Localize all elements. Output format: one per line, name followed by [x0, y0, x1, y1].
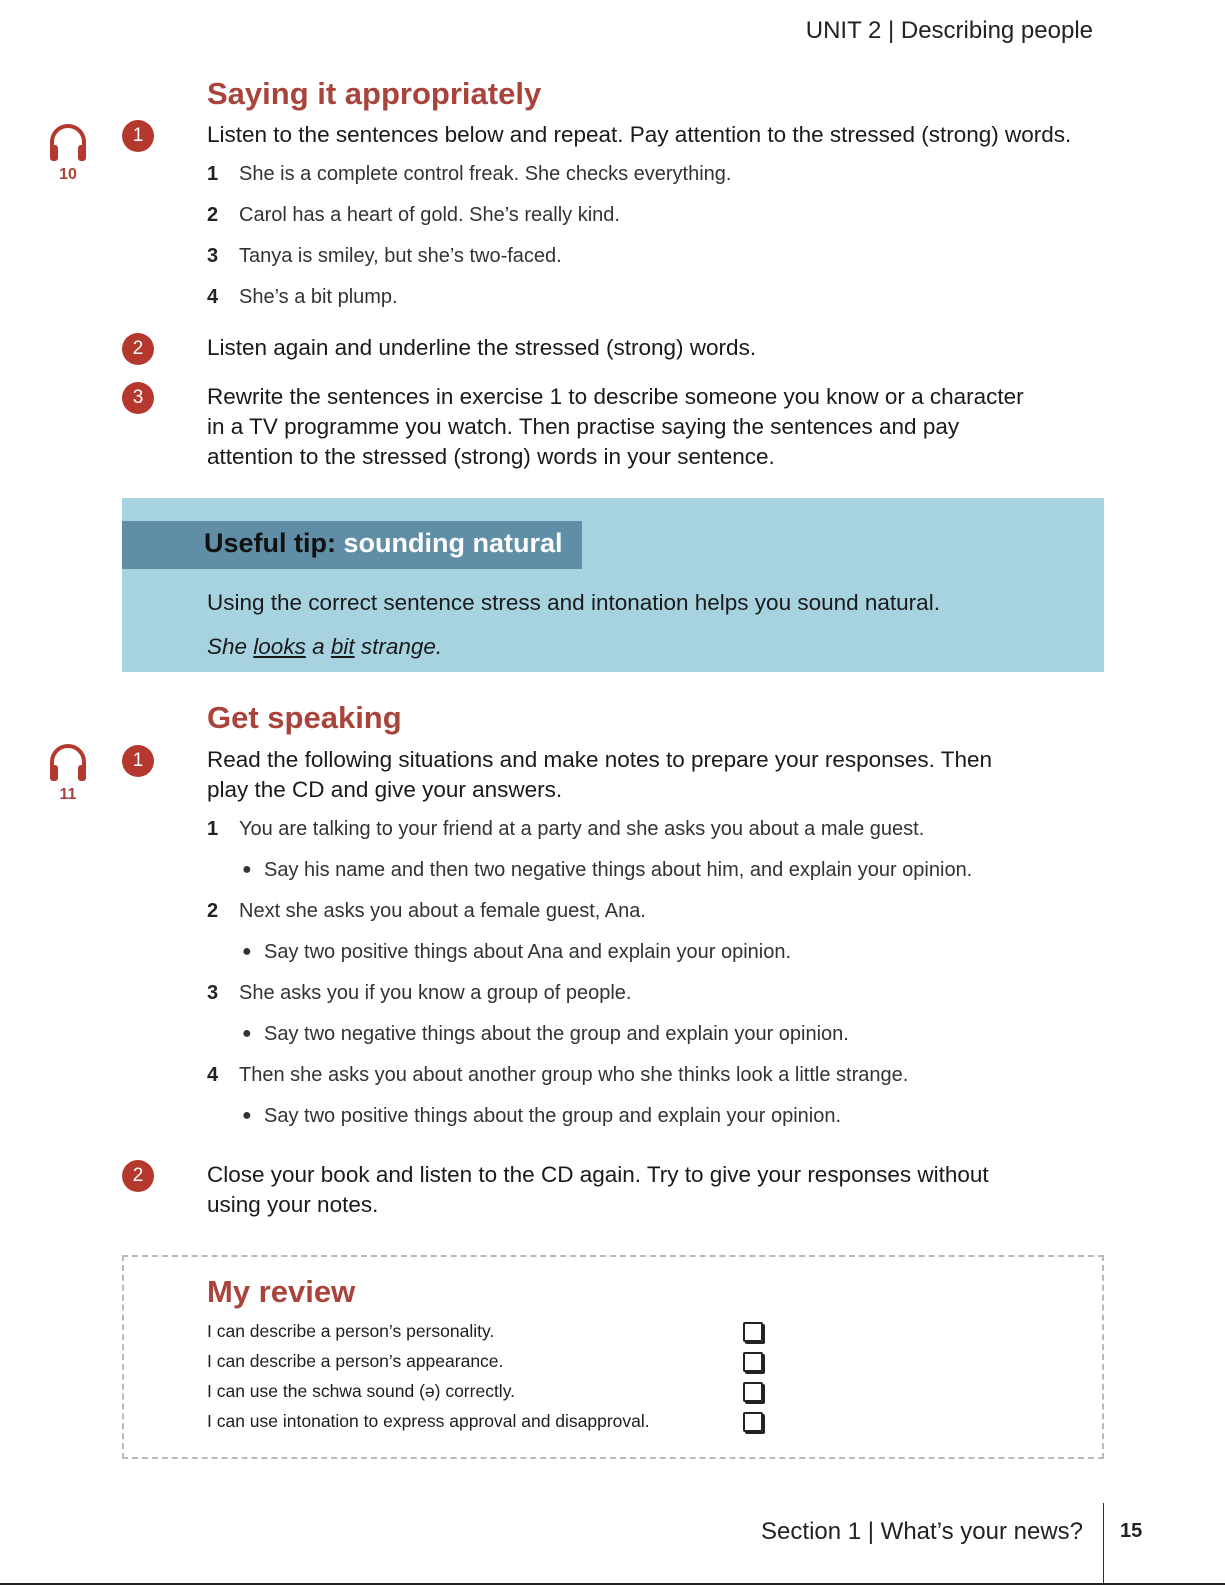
- tip-topic: sounding natural: [343, 528, 563, 558]
- bullet-text: Say his name and then two negative things about him, and explain your opinion.: [264, 859, 973, 881]
- list-item: [207, 201, 620, 229]
- example-text: a: [305, 634, 331, 659]
- unit-header: UNIT 2 | Describing people: [805, 17, 1093, 44]
- instruction-line: play the CD and give your answers.: [207, 777, 563, 802]
- tip-text: Using the correct sentence stress and intonation helps you sound natural.: [207, 590, 940, 615]
- review-item: I can use the schwa sound (ə) correctly.: [207, 1381, 516, 1401]
- item-text: Next she asks you about a female guest, Ana.: [239, 900, 646, 922]
- bullet-text: Say two positive things about Ana and explain your opinion.: [264, 941, 792, 963]
- exercise-badge: 1: [122, 745, 154, 777]
- list-item: [207, 1061, 908, 1089]
- bullet-icon: ●: [242, 1025, 252, 1042]
- instruction-line: attention to the stressed (strong) words in your sentence.: [207, 444, 775, 469]
- stressed-word: bit: [330, 634, 355, 659]
- item-number: 1: [207, 163, 219, 185]
- track-number: 11: [59, 786, 77, 803]
- instruction-line: Close your book and listen to the CD again. Try to give your responses without: [207, 1162, 989, 1187]
- checkbox-icon[interactable]: [743, 1322, 763, 1342]
- headphones-icon: [46, 122, 90, 164]
- bullet-icon: ●: [242, 861, 252, 878]
- item-text: You are talking to your friend at a party and she asks you about a male guest.: [239, 818, 925, 840]
- exercise-badge: 3: [122, 382, 154, 414]
- checkbox-icon[interactable]: [743, 1382, 763, 1402]
- item-text: She asks you if you know a group of people.: [239, 982, 632, 1004]
- example-text: strange.: [354, 634, 443, 659]
- exercise-badge: 1: [122, 120, 154, 152]
- item-number: 2: [207, 204, 219, 226]
- stressed-word: looks: [253, 634, 306, 659]
- list-item: [207, 283, 398, 311]
- review-item: I can use intonation to express approval and disapproval.: [207, 1411, 650, 1431]
- audio-track-10[interactable]: [38, 122, 98, 184]
- item-number: 4: [207, 286, 219, 308]
- item-number: 1: [207, 818, 219, 840]
- bullet-text: Say two positive things about the group and explain your opinion.: [264, 1105, 842, 1127]
- exercise-instruction: [207, 382, 1107, 472]
- item-number: 3: [207, 982, 219, 1004]
- item-text: She is a complete control freak. She checks everything.: [239, 163, 732, 185]
- page-number: 15: [1120, 1520, 1143, 1542]
- exercise-badge: 2: [122, 333, 154, 365]
- bullet-icon: ●: [242, 943, 252, 960]
- list-item: [207, 979, 631, 1007]
- bullet-icon: ●: [242, 1107, 252, 1124]
- instruction-line: Read the following situations and make notes to prepare your responses. Then: [207, 747, 993, 772]
- item-text: She’s a bit plump.: [239, 286, 398, 308]
- tip-example: [207, 634, 442, 660]
- headphones-icon: [46, 742, 90, 784]
- bullet-item: [242, 856, 972, 884]
- review-item: I can describe a person’s personality.: [207, 1321, 495, 1341]
- exercise-instruction: [207, 745, 1107, 805]
- bullet-item: [242, 938, 791, 966]
- review-title: My review: [207, 1274, 356, 1309]
- item-number: 3: [207, 245, 219, 267]
- exercise-instruction: Listen to the sentences below and repeat. Pay attention to the stressed (strong) words.: [207, 122, 1072, 147]
- list-item: [207, 897, 646, 925]
- checkbox-icon[interactable]: [743, 1412, 763, 1432]
- instruction-line: Rewrite the sentences in exercise 1 to describe someone you know or a character: [207, 384, 1024, 409]
- list-item: [207, 242, 562, 270]
- instruction-line: in a TV programme you watch. Then practise saying the sentences and pay: [207, 414, 960, 439]
- bullet-text: Say two negative things about the group and explain your opinion.: [264, 1023, 849, 1045]
- tip-label: Useful tip:: [204, 528, 336, 558]
- footer-divider: [1103, 1503, 1104, 1585]
- item-number: 2: [207, 900, 219, 922]
- item-text: Tanya is smiley, but she’s two-faced.: [239, 245, 562, 267]
- exercise-instruction: Listen again and underline the stressed (strong) words.: [207, 335, 757, 360]
- bullet-item: [242, 1102, 841, 1130]
- section-title-speaking: Get speaking: [207, 700, 402, 735]
- item-number: 4: [207, 1064, 219, 1086]
- item-text: Then she asks you about another group who she thinks look a little strange.: [239, 1064, 909, 1086]
- instruction-line: using your notes.: [207, 1192, 379, 1217]
- review-item: I can describe a person’s appearance.: [207, 1351, 504, 1371]
- exercise-badge: 2: [122, 1160, 154, 1192]
- item-text: Carol has a heart of gold. She’s really kind.: [239, 204, 620, 226]
- track-number: 10: [59, 166, 77, 183]
- audio-track-11[interactable]: [38, 742, 98, 804]
- bullet-item: [242, 1020, 849, 1048]
- list-item: [207, 815, 924, 843]
- checkbox-icon[interactable]: [743, 1352, 763, 1372]
- exercise-instruction: [207, 1160, 1107, 1220]
- section-title-saying: Saying it appropriately: [207, 76, 542, 111]
- list-item: [207, 160, 731, 188]
- example-text: She: [207, 634, 254, 659]
- section-footer: Section 1 | What’s your news?: [761, 1518, 1083, 1545]
- useful-tip-header: [122, 521, 582, 569]
